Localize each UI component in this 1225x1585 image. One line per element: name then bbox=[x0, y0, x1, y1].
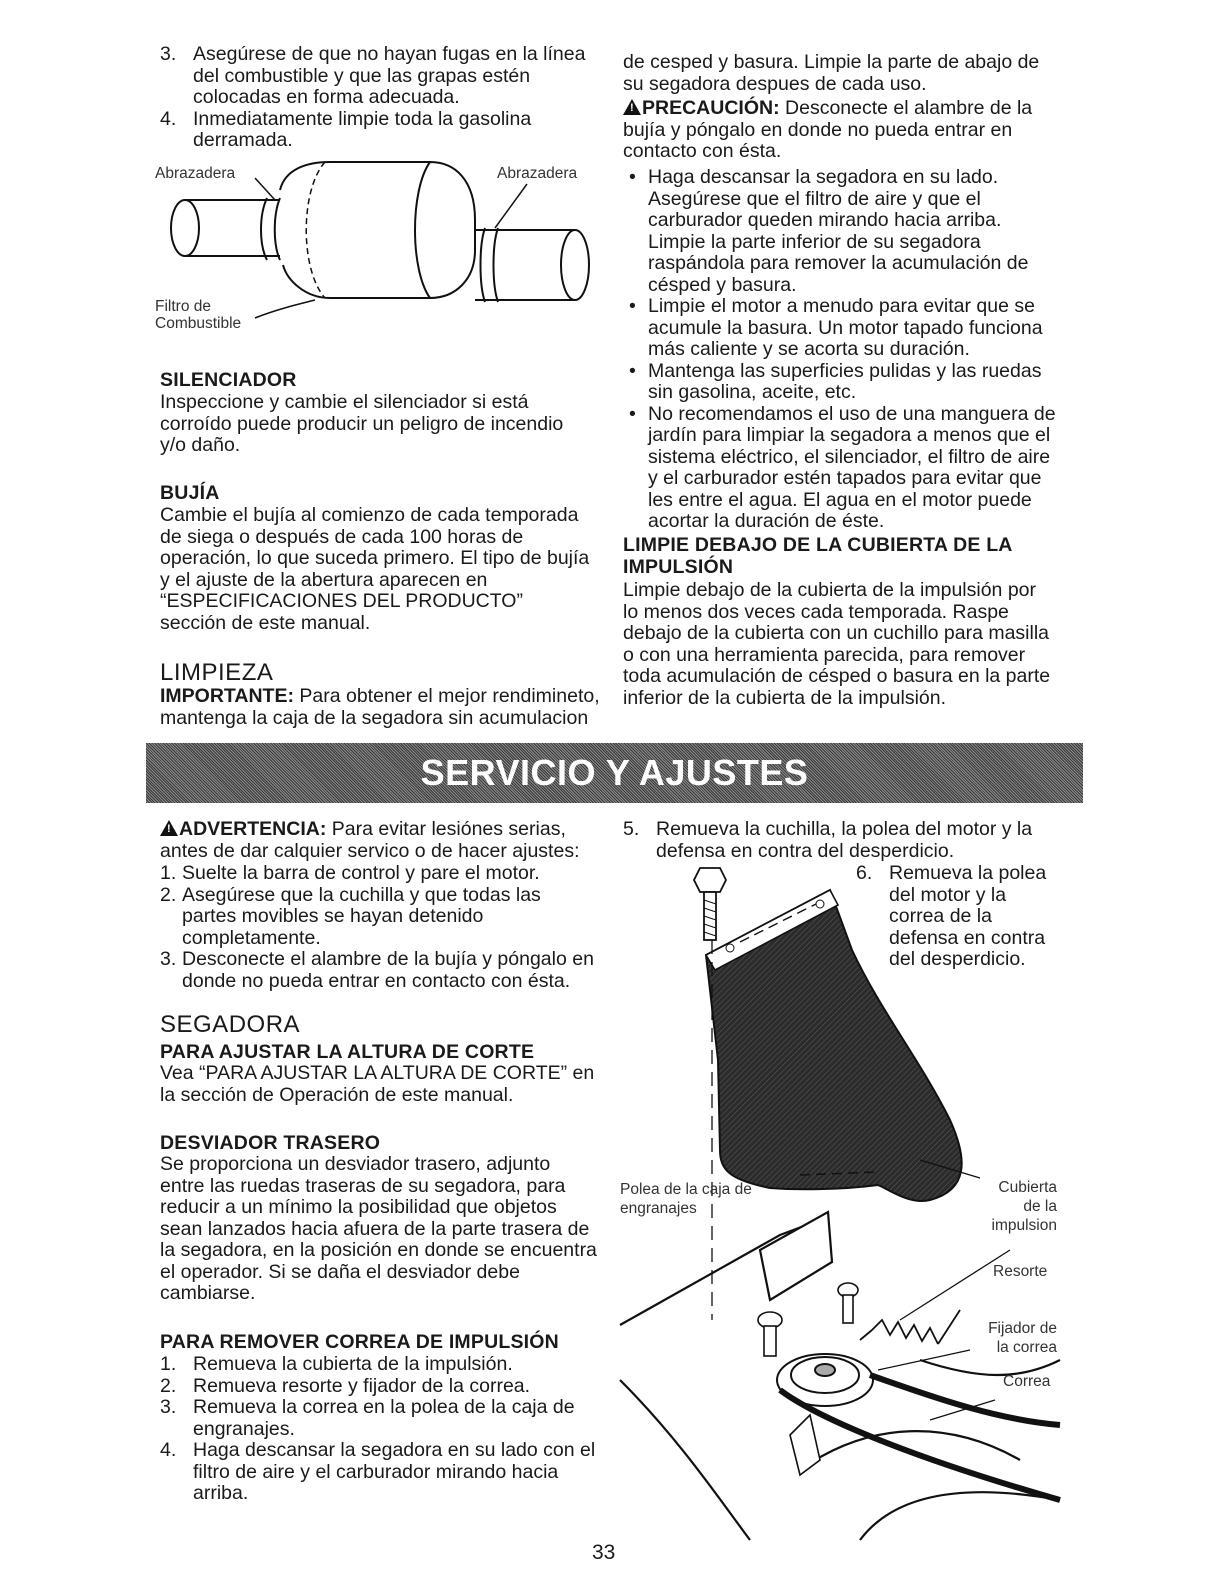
warning-notice: !ADVERTENCIA: Para evitar lesiónes serias, antes de dar calquier servico o de hacer ajustes: bbox=[160, 819, 600, 862]
list-item: 4. Inmediatamente limpie toda la gasolina derramada. bbox=[160, 107, 532, 151]
page-number: 33 bbox=[592, 1541, 616, 1564]
section-banner bbox=[146, 743, 1083, 803]
spring-label: Resorte bbox=[993, 1263, 1048, 1280]
step-5: 5. Remueva la cuchilla, la polea del motor y la defensa en contra del desperdicio. bbox=[623, 818, 1033, 862]
belt-label: Correa bbox=[1003, 1373, 1051, 1390]
bujia-body: Cambie el bujía al comienzo de cada temporada de siega o después de cada 100 horas de operación, lo que suceda primero. El tipo de bujía y el ajuste de la abertura aparecen en “ESPECIFICACIONES DEL PRODUCTO” sección de este manual. bbox=[160, 504, 590, 634]
list-item: 4. Haga descansar la segadora en su lado con el filtro de aire y el carburador mirando hacia arriba. bbox=[160, 1439, 596, 1504]
belt-removal-steps bbox=[160, 1354, 600, 1505]
deflector-heading: DESVIADOR TRASERO bbox=[160, 1132, 381, 1154]
belt-heading: PARA REMOVER CORREA DE IMPULSIÓN bbox=[160, 1331, 559, 1353]
filter-label: Filtro de Combustible bbox=[155, 298, 242, 332]
list-item: 2. Asegúrese que la cuchilla y que todas las partes movibles se hayan detenido completamente. bbox=[160, 883, 541, 949]
limpieza-body: IMPORTANTE: Para obtener el mejor rendimineto, mantenga la caja de la segadora sin acumulacion bbox=[160, 685, 600, 729]
list-item: 3. Desconecte el alambre de la bujía y póngalo en donde no pueda entrar en contacto con ésta. bbox=[160, 948, 594, 992]
list-item: 1. Suelte la barra de control y pare el motor. bbox=[160, 862, 540, 884]
deck-clean-heading: LIMPIE DEBAJO DE LA CUBIERTA DE LA IMPULSIÓN bbox=[623, 534, 1012, 578]
list-item: • Haga descansar la segadora en su lado. Asegúrese que el filtro de aire y que el carburador queden mirando hacia arriba. Limpie la parte inferior de su segadora raspándola para remover la acumulación de césped y basura. bbox=[629, 166, 1029, 296]
step-6: 6. Remueva la polea del motor y la correa de la defensa en contra del desperdicio. bbox=[856, 862, 1047, 970]
silenciador-body: Inspeccione y cambie el silenciador si está corroído puede producir un peligro de incendio y/o daño. bbox=[160, 391, 564, 456]
cleaning-bullets bbox=[623, 167, 1063, 533]
list-item: 1. Remueva la cubierta de la impulsión. bbox=[160, 1353, 513, 1375]
gear-pulley-label: Polea de la caja de engranajes bbox=[620, 1181, 752, 1217]
limpieza-heading: LIMPIEZA bbox=[160, 659, 274, 686]
warning-steps bbox=[160, 863, 600, 992]
cleaning-continuation: de cesped y basura. Limpie la parte de abajo de su segadora despues de cada uso. bbox=[623, 51, 1040, 95]
spring-icon bbox=[860, 1310, 960, 1344]
list-item: 2. Remueva resorte y fijador de la correa. bbox=[160, 1374, 531, 1397]
caution-notice: !PRECAUCIÓN: Desconecte el alambre de la bujía y póngalo en donde no pueda entrar en contacto con ésta. bbox=[623, 98, 1063, 163]
deflector-body: Se proporciona un desviador trasero, adjunto entre las ruedas traseras de su segadora, para reducir a un mínimo la posibilidad que objetos sean lanzados hacia afuera de la parte trasera de la segadora, en la posición en donde se encuentra el operador. Si se daña el desviador debe cambiarse. bbox=[160, 1153, 597, 1304]
cut-height-body: Vea “PARA AJUSTAR LA ALTURA DE CORTE” en la sección de Operación de este manual. bbox=[160, 1062, 595, 1106]
cut-height-heading: PARA AJUSTAR LA ALTURA DE CORTE bbox=[160, 1041, 535, 1063]
list-item: • Limpie el motor a menudo para evitar que se acumule la basura. Un motor tapado funciona más caliente y se acorta su duración. bbox=[629, 295, 1043, 360]
fuel-filter-drawing bbox=[155, 160, 605, 320]
segadora-heading: SEGADORA bbox=[160, 1011, 301, 1038]
list-item: • No recomendamos el uso de una manguera de jardín para limpiar la segadora a menos que el sistema eléctrico, el silenciador, el filtro de aire y el carburador estén tapados para evitar que les entre el agua. El agua en el motor puede acortar la duración de éste. bbox=[629, 402, 1056, 532]
bujia-heading: BUJÍA bbox=[160, 482, 220, 504]
fuel-line-steps bbox=[160, 44, 600, 152]
clamp-label-left: Abrazadera bbox=[155, 165, 236, 182]
silenciador-heading: SILENCIADOR bbox=[160, 369, 297, 391]
warning-triangle-icon bbox=[160, 820, 178, 836]
clamp-label-right: Abrazadera bbox=[497, 165, 578, 182]
drive-cover-label: Cubierta de la impulsion bbox=[991, 1179, 1057, 1234]
list-item: 3. Asegúrese de que no hayan fugas en la línea del combustible y que las grapas estén colocadas en forma adecuada. bbox=[160, 43, 586, 108]
banner-title: SERVICIO Y AJUSTES bbox=[420, 752, 809, 793]
deck-clean-body: Limpie debajo de la cubierta de la impulsión por lo menos dos veces cada temporada. Raspe debajo de la cubierta con un cuchillo para masilla o con una herramienta parecida, para remover toda acumulación de césped o basura en la parte inferior de la cubierta de la impulsión. bbox=[623, 579, 1051, 709]
warning-triangle-icon bbox=[623, 99, 641, 115]
bolt-icon bbox=[694, 868, 726, 940]
list-item: 3. Remueva la correa en la polea de la caja de engranajes. bbox=[160, 1396, 575, 1440]
list-item: • Mantenga las superficies pulidas y las ruedas sin gasolina, aceite, etc. bbox=[629, 359, 1042, 403]
belt-keeper-label: Fijador de la correa bbox=[988, 1320, 1057, 1356]
fuel-filter-figure bbox=[155, 160, 605, 332]
